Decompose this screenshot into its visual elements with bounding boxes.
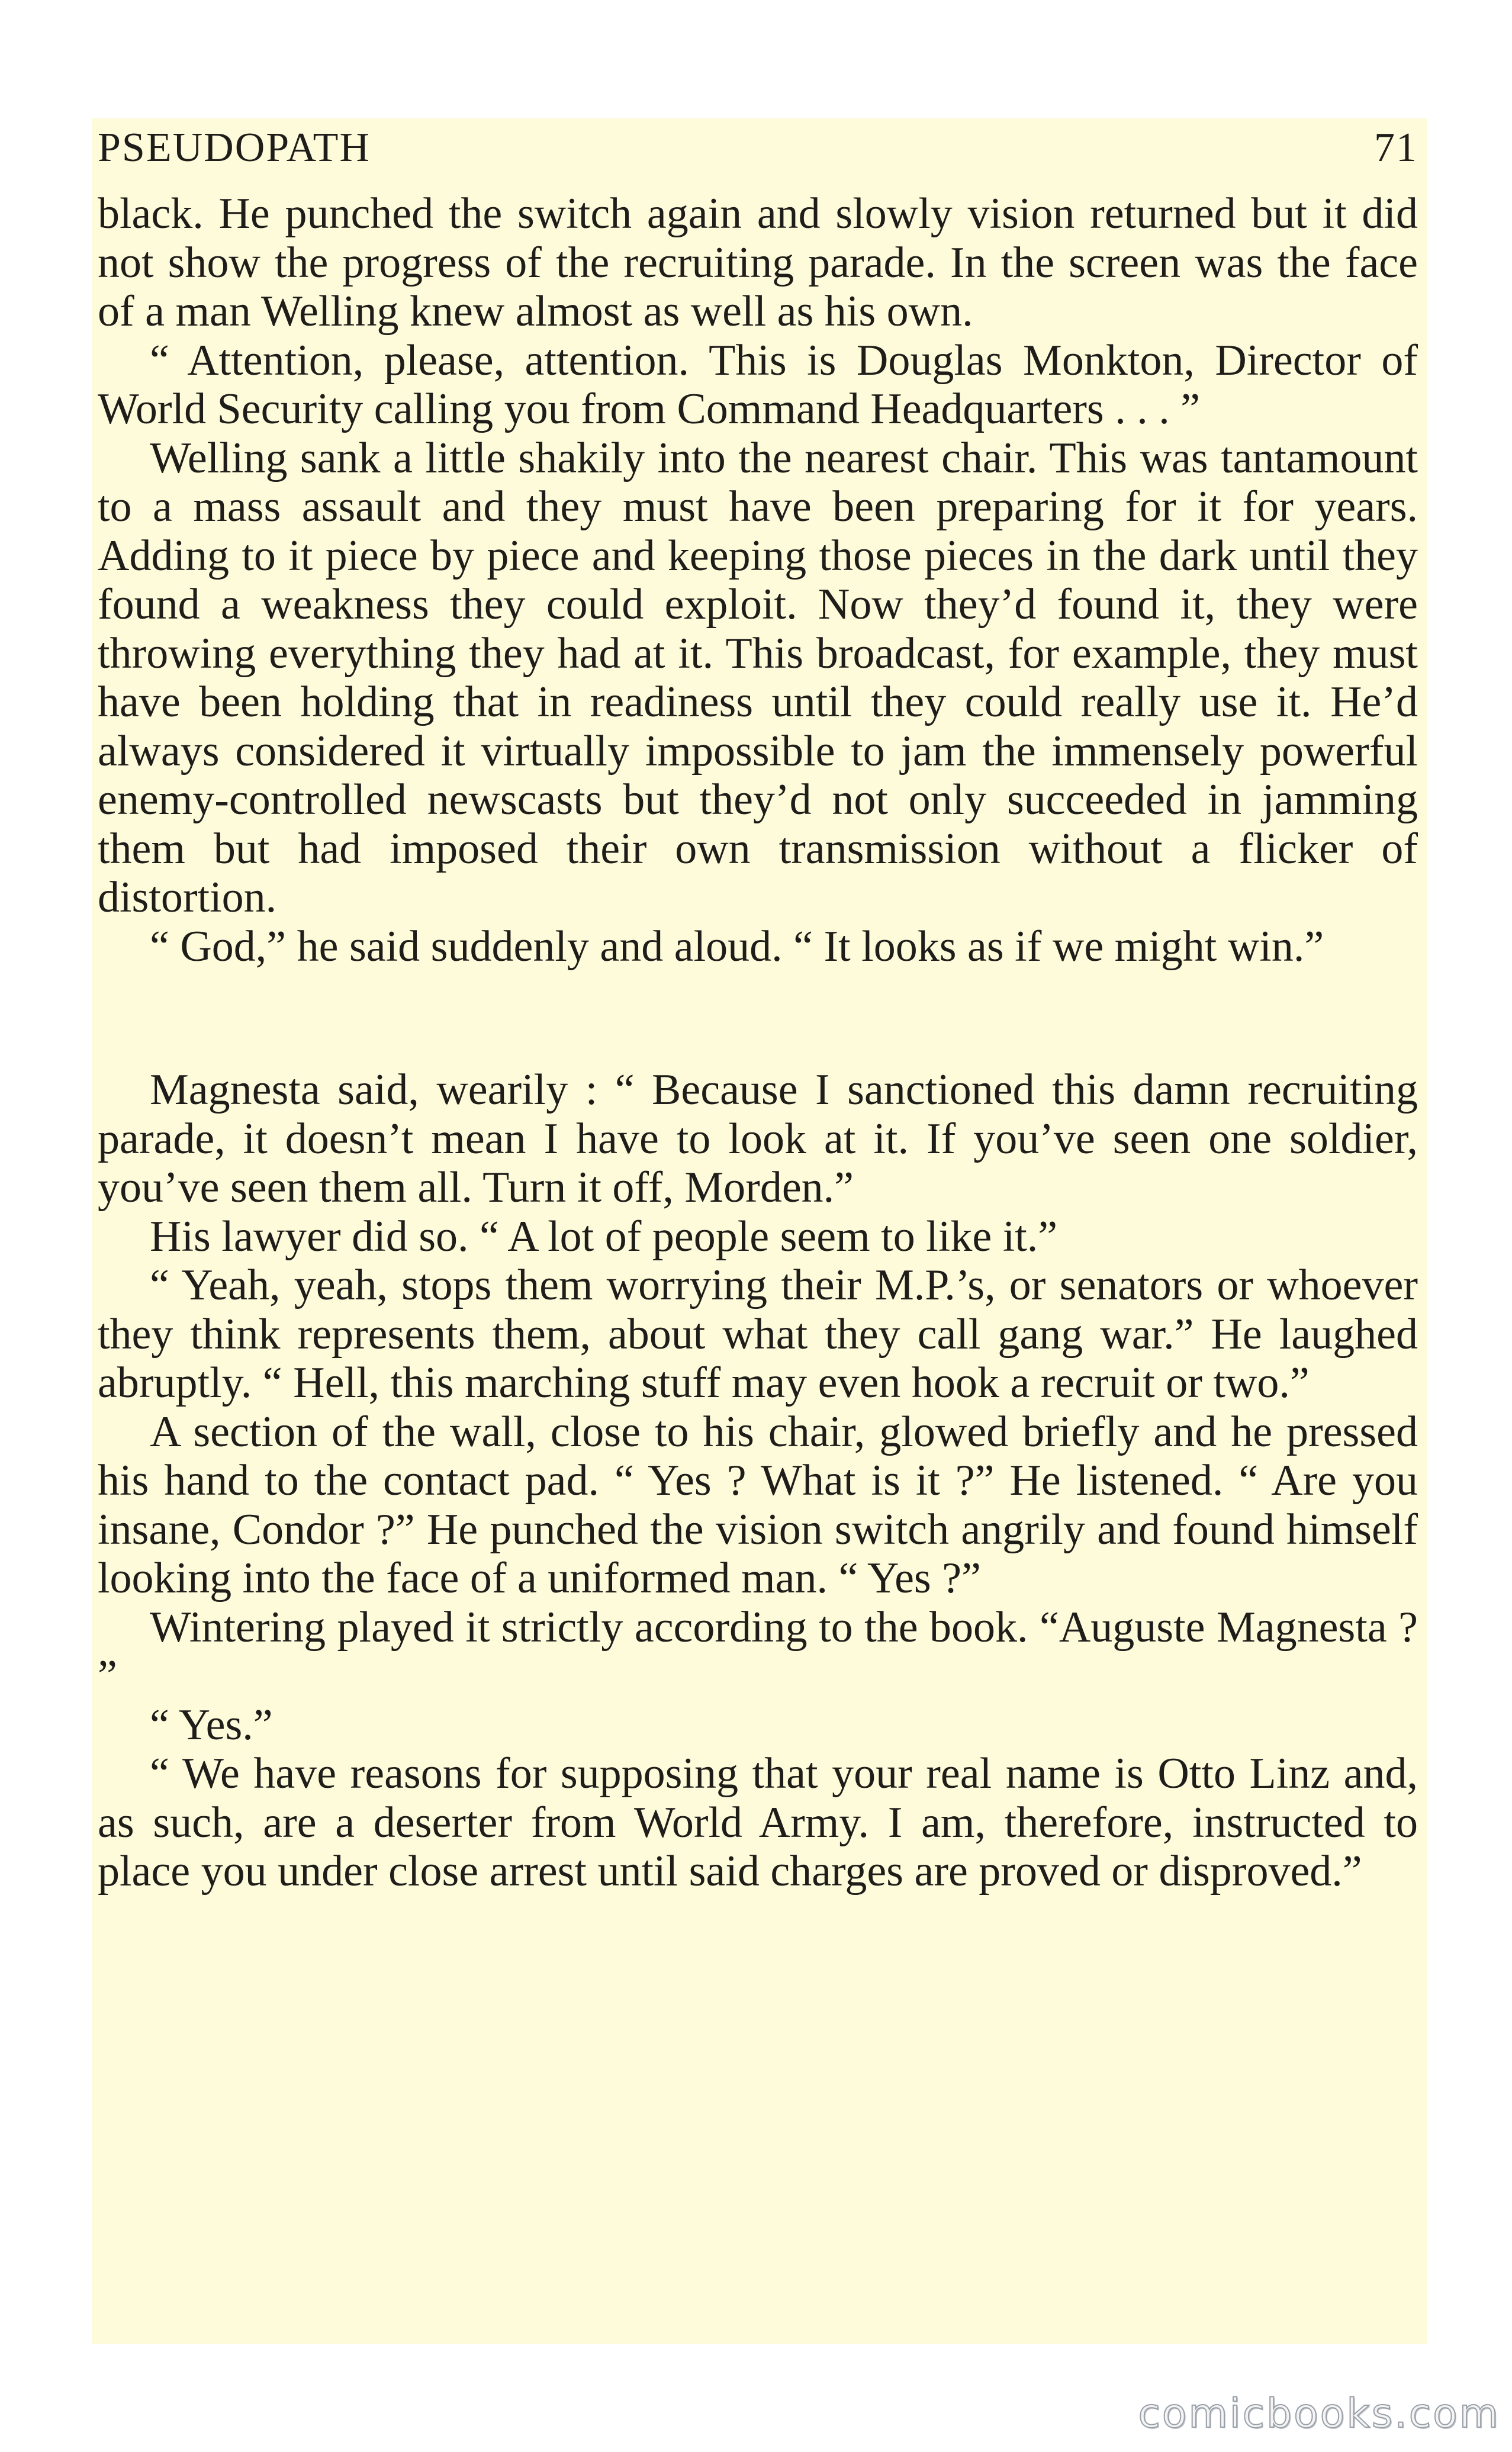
running-header — [98, 124, 1418, 189]
paragraph: “ Yeah, yeah, stops them worrying their M.P.’s, or senators or whoever they think represents them, about what they call gang war.” He laughed abruptly. “ Hell, this marching stuff may even hook a recruit or two.” — [98, 1261, 1418, 1407]
paragraph: Magnesta said, wearily : “ Because I sanctioned this damn recruiting parade, it doesn’t mean I have to look at it. If you’ve seen one soldier, you’ve seen them all. Turn it off, Morden.” — [98, 1066, 1418, 1212]
paragraph: “ Yes.” — [150, 1700, 273, 1749]
watermark: comicbooks.com — [1138, 2390, 1500, 2437]
section-break — [98, 971, 1418, 1066]
book-page — [92, 118, 1427, 2344]
paragraph: “ God,” he said suddenly and aloud. “ It looks as if we might win.” — [150, 922, 1324, 971]
paragraph: His lawyer did so. “ A lot of people seem to like it.” — [150, 1212, 1058, 1261]
paragraph: A section of the wall, close to his chair, glowed briefly and he pressed his hand to the contact pad. “ Yes ? What is it ?” He listened. “ Are you insane, Condor ?” He punched the vision switch angrily and found himself looking into the face of a uniformed man. “ Yes ?” — [98, 1407, 1418, 1603]
paragraph: “ We have reasons for supposing that your real name is Otto Linz and, as such, are a deserter from World Army. I am, therefore, instructed to place you under close arrest until said charges are proved or disproved.” — [98, 1749, 1418, 1896]
paragraph: Wintering played it strictly according to the book. “Auguste Magnesta ? ” — [98, 1603, 1418, 1700]
page-content — [98, 118, 1418, 1896]
paragraph: black. He punched the switch again and slowly vision returned but it did not show the progress of the recruiting parade. In the screen was the face of a man Welling knew almost as well as his own. — [98, 189, 1418, 336]
paragraph: “ Attention, please, attention. This is Douglas Monkton, Director of World Security calling you from Command Headquarters . . . ” — [98, 336, 1418, 433]
running-title: PSEUDOPATH — [98, 125, 371, 170]
page-number: 71 — [1374, 125, 1418, 170]
paragraph: Welling sank a little shakily into the nearest chair. This was tantamount to a mass assault and they must have been preparing for it for years. Adding to it piece by piece and keeping those pieces in the dark until they found a weakness they could exploit. Now they’d found it, they were throwing everything they had at it. This broadcast, for example, they must have been holding that in readiness until they could really use it. He’d always considered it virtually impossible to jam the immensely powerful enemy-controlled newscasts but they’d not only succeeded in jamming them but had imposed their own transmission without a flicker of distortion. — [98, 433, 1418, 922]
